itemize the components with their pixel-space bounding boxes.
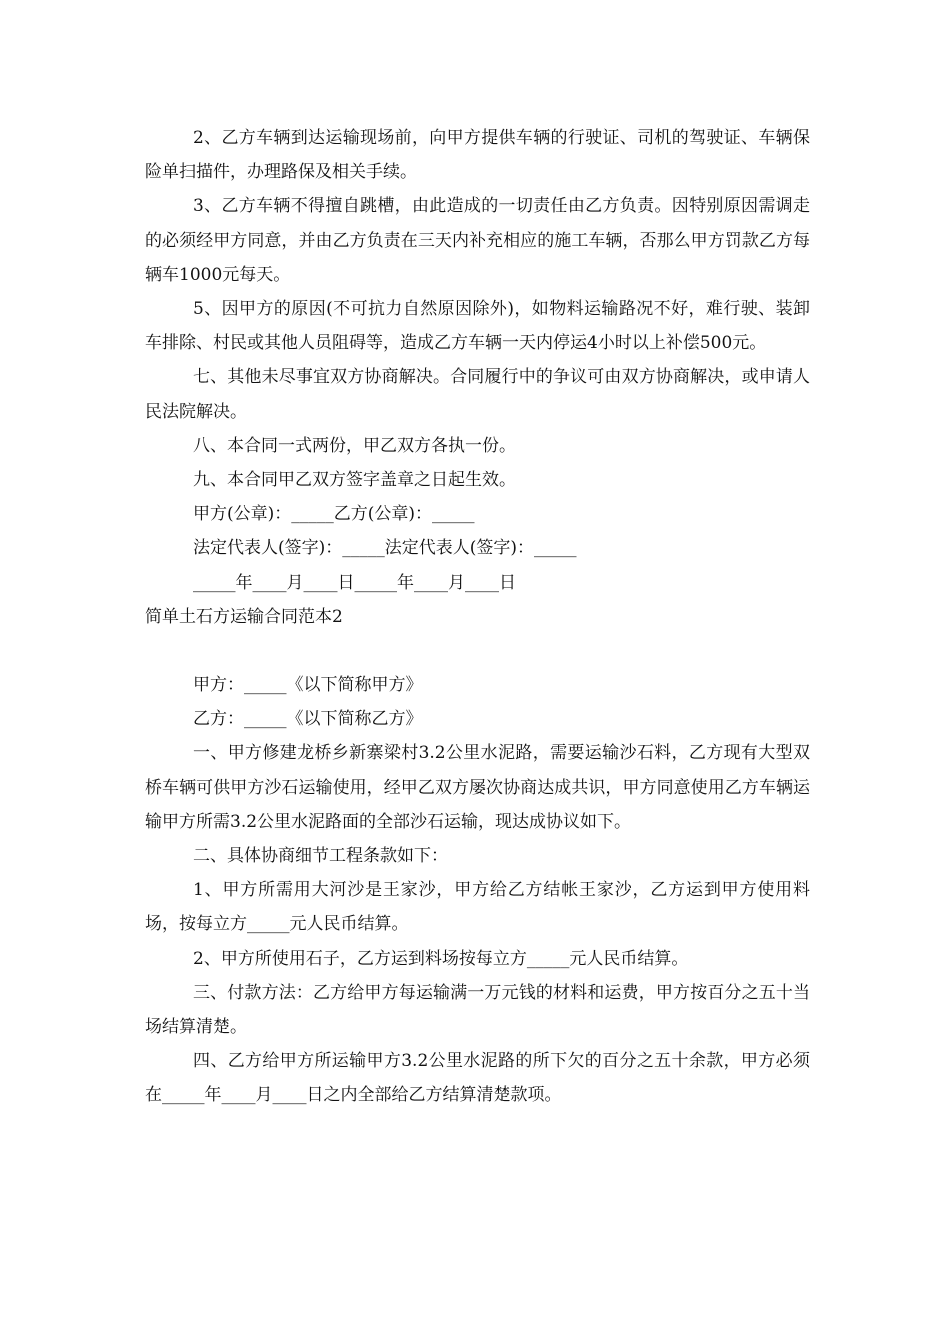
- document-body: [145, 121, 810, 1113]
- clause-3-no-job-hopping: 3、乙方车辆不得擅自跳槽，由此造成的一切责任由乙方负责。因特别原因需调走的必须经甲方同意，并由乙方负责在三天内补充相应的施工车辆，否那么甲方罚款乙方每辆车1000元每天。: [145, 196, 810, 285]
- clause-one-background: 一、甲方修建龙桥乡新寨梁村3.2公里水泥路，需要运输沙石料，乙方现有大型双桥车辆可供甲方沙石运输使用，经甲乙双方屡次协商达成共识，甲方同意使用乙方车辆运输甲方所需3.2公里水泥路面的全部沙石运输，现达成协议如下。: [145, 743, 810, 832]
- representative-line: 法定代表人(签字)：_____法定代表人(签字)：_____: [193, 538, 577, 559]
- clause-eight-copies: 八、本合同一式两份，甲乙双方各执一份。: [193, 435, 516, 456]
- clause-5-compensation: 5、因甲方的原因(不可抗力自然原因除外)，如物料运输路况不好，难行驶、装卸车排除、村民或其他人员阻碍等，造成乙方车辆一天内停运4小时以上补偿500元。: [145, 299, 810, 354]
- section-title: 简单土石方运输合同范本2: [145, 606, 343, 627]
- clause-two-item-2-stone: 2、甲方所使用石子，乙方运到料场按每立方_____元人民币结算。: [193, 948, 689, 969]
- blank-spacer: [145, 634, 810, 668]
- clause-four-balance: 四、乙方给甲方所运输甲方3.2公里水泥路的所下欠的百分之五十余款，甲方必须在_____年____月____日之内全部给乙方结算清楚款项。: [145, 1051, 810, 1106]
- seal-line: 甲方(公章)：_____乙方(公章)：_____: [193, 504, 475, 525]
- clause-three-payment: 三、付款方法：乙方给甲方每运输满一万元钱的材料和运费，甲方按百分之五十当场结算清楚。: [145, 982, 810, 1038]
- party-a-line: 甲方：_____《以下简称甲方》: [193, 675, 423, 696]
- party-b-line: 乙方：_____《以下简称乙方》: [193, 709, 423, 730]
- clause-nine-effective: 九、本合同甲乙双方签字盖章之日起生效。: [193, 470, 516, 491]
- date-line: _____年____月____日_____年____月____日: [193, 572, 516, 593]
- clause-2-vehicle-documents: 2、乙方车辆到达运输现场前，向甲方提供车辆的行驶证、司机的驾驶证、车辆保险单扫描件，办理路保及相关手续。: [145, 128, 810, 183]
- clause-seven-disputes: 七、其他未尽事宜双方协商解决。合同履行中的争议可由双方协商解决，或申请人民法院解决。: [145, 367, 810, 422]
- clause-two-heading: 二、具体协商细节工程条款如下：: [193, 846, 448, 867]
- clause-two-item-1-sand: 1、甲方所需用大河沙是王家沙，甲方给乙方结帐王家沙，乙方运到甲方使用料场，按每立方_____元人民币结算。: [145, 880, 810, 935]
